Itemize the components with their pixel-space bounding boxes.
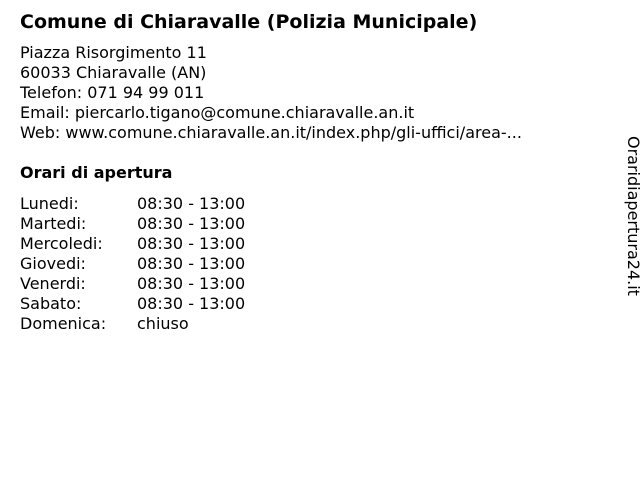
time-value: 08:30 - 13:00 [137, 214, 246, 233]
day-label: Lunedi: [20, 194, 79, 213]
time-value: 08:30 - 13:00 [137, 234, 246, 253]
time-value: chiuso [137, 314, 189, 333]
day-label: Giovedi: [20, 254, 86, 273]
hours-row-sabato [20, 294, 245, 314]
hours-row-giovedi [20, 254, 245, 274]
hours-row-venerdi [20, 274, 245, 294]
day-label: Domenica: [20, 314, 107, 333]
hours-row-mercoledi [20, 234, 245, 254]
phone-number: Telefon: 071 94 99 011 [20, 83, 205, 102]
time-value: 08:30 - 13:00 [137, 254, 246, 273]
day-label: Venerdi: [20, 274, 86, 293]
city-address: 60033 Chiaravalle (AN) [20, 63, 207, 82]
street-address: Piazza Risorgimento 11 [20, 43, 207, 62]
opening-hours-heading: Orari di apertura [20, 163, 173, 182]
hours-row-lunedi [20, 194, 245, 214]
time-value: 08:30 - 13:00 [137, 194, 246, 213]
hours-row-domenica [20, 314, 245, 334]
email-address: Email: piercarlo.tigano@comune.chiaravalle.an.it [20, 103, 415, 122]
time-value: 08:30 - 13:00 [137, 294, 246, 313]
page-title: Comune di Chiaravalle (Polizia Municipale) [20, 11, 478, 33]
address-block [20, 43, 522, 143]
day-label: Martedi: [20, 214, 87, 233]
hours-row-martedi [20, 214, 245, 234]
opening-hours-table [20, 194, 245, 334]
site-brand-watermark: Oraridiapertura24.it [624, 136, 643, 296]
website-url: Web: www.comune.chiaravalle.an.it/index.php/gli-uffici/area-... [20, 123, 522, 142]
day-label: Sabato: [20, 294, 82, 313]
time-value: 08:30 - 13:00 [137, 274, 246, 293]
day-label: Mercoledi: [20, 234, 103, 253]
